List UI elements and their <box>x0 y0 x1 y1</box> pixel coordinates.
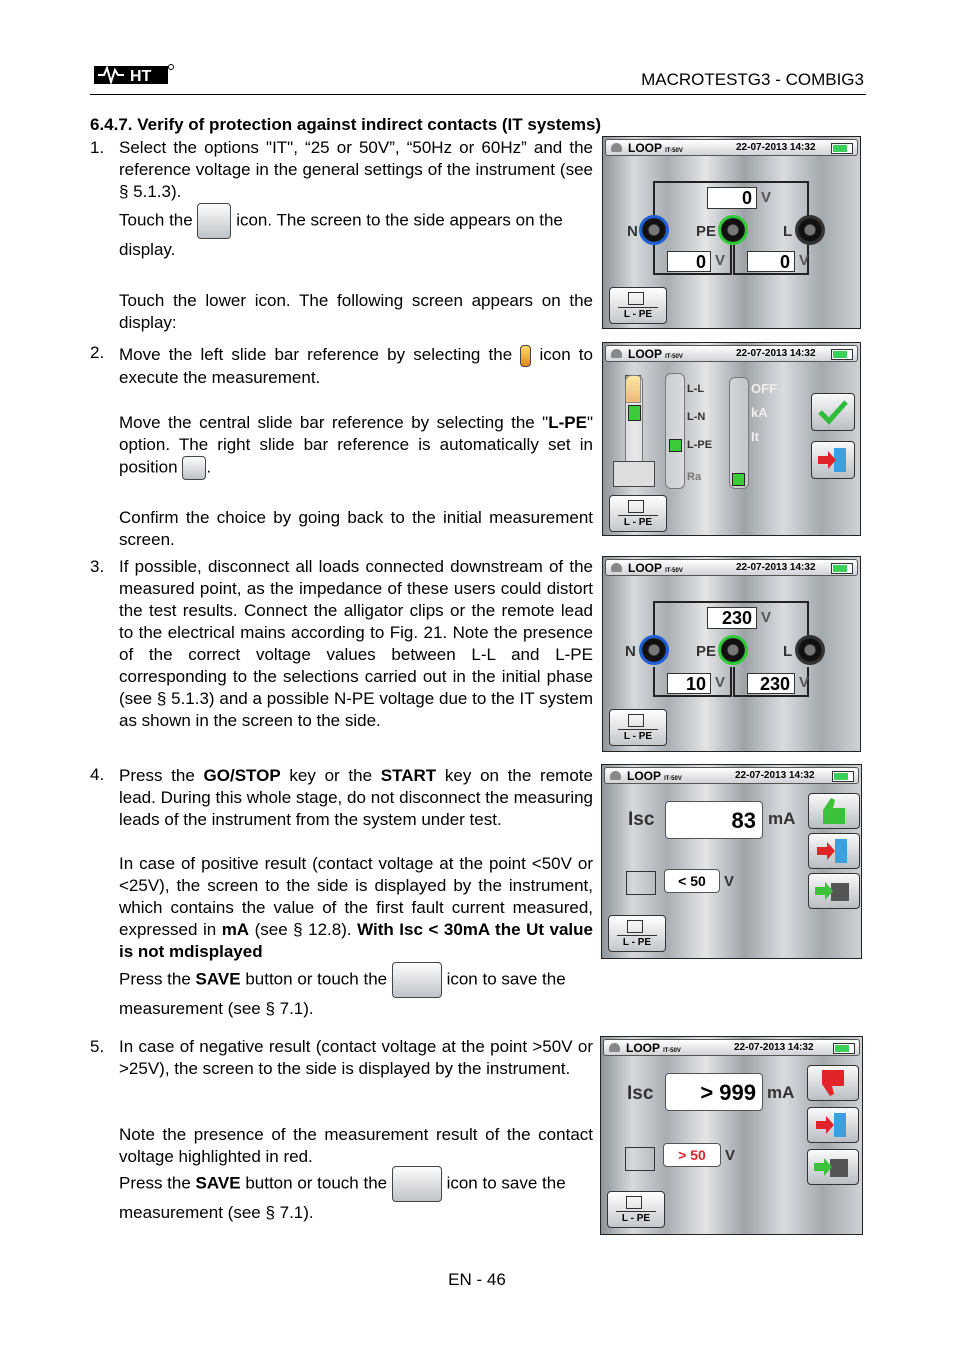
terminal-l <box>795 215 825 245</box>
step3-paragraph1: If possible, disconnect all loads connected downstream of the measured point, as the impedance of these users could distort the test results. Connect the alligator clips or the remote lead to the electrical mains according to Fig. 21. Note the presence of the correct voltage values between L-L and L-PE corresponding to the selections carried out in the initial phase (see § 5.1.3) and a possible N-PE voltage due to the IT system as shown in the screen to the side. <box>119 557 593 730</box>
step-number: 2. <box>90 343 105 362</box>
step4-text: key on the remote lead. During this whole stage, do not disconnect the measuring leads of the instrument from the system under test. <box>119 766 593 829</box>
exit-icon[interactable] <box>811 441 855 479</box>
battery-icon <box>831 143 853 154</box>
option-ll[interactable]: L-L <box>687 383 705 395</box>
remote-probe-icon <box>520 345 531 367</box>
step5-paragraph1: In case of negative result (contact voltage at the point >50V or >25V), the screen to the side is displayed by the instrument. <box>119 1037 593 1078</box>
battery-icon <box>832 771 854 782</box>
step2-text: icon to execute the measurement. <box>119 345 593 387</box>
step1-paragraph3: Touch the lower icon. The following screen appears on the display: <box>119 291 593 332</box>
battery-icon <box>831 349 853 360</box>
bell-icon <box>611 143 622 152</box>
lpe-label: L - PE <box>618 515 658 528</box>
label-n: N <box>625 643 636 660</box>
unit: V <box>799 252 810 269</box>
step4-text: In case of positive result (contact voltage at the point <50V or <25V), the screen to the side is displayed by the instrument, which contains the value of the first fault current measured, expressed in <box>119 854 593 939</box>
mode-sub: IT-50V <box>663 1048 681 1054</box>
terminal-l <box>795 635 825 665</box>
step4-bold: mA <box>221 920 250 939</box>
bell-icon <box>610 771 621 780</box>
bell-icon <box>611 563 622 572</box>
label-pe: PE <box>696 643 717 660</box>
earth-icon <box>628 714 644 727</box>
step5-paragraph3 <box>119 1166 593 1224</box>
step5-paragraph2: Note the presence of the measurement result of the contact voltage highlighted in red. <box>119 1125 593 1166</box>
step4-text: key or the <box>289 766 373 785</box>
screen-positive-result <box>601 764 862 959</box>
step-number: 4. <box>90 765 105 784</box>
step2-paragraph3: Confirm the choice by going back to the initial measurement screen. <box>119 508 593 549</box>
lpe-button[interactable] <box>609 287 667 324</box>
option-lpe[interactable]: L-PE <box>687 439 713 451</box>
step-number: 3. <box>90 557 105 576</box>
option-ka[interactable]: kA <box>751 405 768 420</box>
isc-value: > 999 <box>665 1073 763 1111</box>
step5-text: icon to save the measurement (see § 7.1). <box>119 1173 566 1222</box>
screen-negative-result <box>600 1036 863 1235</box>
terminal-pe <box>718 215 748 245</box>
lpe-label: L - PE <box>617 935 657 948</box>
step2-bold: L-PE <box>548 413 587 432</box>
isc-unit: mA <box>768 809 796 828</box>
contact-voltage-icon <box>625 1147 655 1171</box>
header-title: MACROTESTG3 - COMBIG3 <box>641 70 864 89</box>
thumbs-up-icon <box>808 793 860 829</box>
terminal-pe <box>718 635 748 665</box>
step4-bold: START <box>380 766 437 785</box>
datetime: 22-07-2013 14:32 <box>736 562 816 573</box>
svg-text:HT: HT <box>130 68 152 85</box>
datetime: 22-07-2013 14:32 <box>735 770 815 781</box>
option-ln[interactable]: L-N <box>687 411 706 423</box>
status-bar <box>603 1039 860 1056</box>
step4-bold: SAVE <box>195 969 241 989</box>
step4-text: button or touch the <box>245 969 388 989</box>
step2-paragraph1 <box>119 344 593 389</box>
confirm-check-icon[interactable] <box>811 393 855 431</box>
step4-paragraph3 <box>119 962 593 1020</box>
mode-sub: IT-50V <box>665 148 683 154</box>
voltage-left: 10 <box>667 673 711 694</box>
mode-sub: IT-50V <box>665 354 683 360</box>
step5-text: button or touch the <box>245 1173 388 1193</box>
mode-label: LOOP <box>628 561 662 575</box>
label-l: L <box>783 223 793 240</box>
screen-settings <box>602 342 861 536</box>
save-icon[interactable] <box>808 873 860 909</box>
step4-text: Press the <box>119 766 195 785</box>
save-icon[interactable] <box>807 1149 859 1185</box>
screen-voltage-measured <box>602 556 861 752</box>
step2-text: Move the central slide bar reference by selecting the " <box>119 413 549 432</box>
option-off[interactable]: OFF <box>751 381 777 396</box>
datetime: 22-07-2013 14:32 <box>736 142 816 153</box>
mode-sub: IT-50V <box>664 776 682 782</box>
step5-bold: SAVE <box>195 1173 241 1193</box>
step2-text: " option. The right slide bar reference is automatically set in position <box>119 413 593 477</box>
terminal-n <box>639 635 669 665</box>
ut-value: < 50 <box>664 869 720 893</box>
lpe-button[interactable] <box>608 915 666 952</box>
ut-value: > 50 <box>663 1143 721 1167</box>
unit: V <box>761 609 772 626</box>
label-l: L <box>783 643 793 660</box>
step2-paragraph2: Move the central slide bar reference by selecting the "L-PE" option. The right slide bar reference is automatically set in position . <box>119 412 593 480</box>
step1-text: icon. The screen to the side appears on the display. <box>119 210 563 259</box>
voltage-right: 230 <box>747 673 795 694</box>
bell-icon <box>609 1043 620 1052</box>
step-number: 1. <box>90 138 105 157</box>
status-bar <box>605 559 858 576</box>
lpe-label: L - PE <box>616 1211 656 1224</box>
step4-paragraph1 <box>119 765 593 831</box>
save-icon <box>392 1166 442 1202</box>
mode-label: LOOP <box>626 1041 660 1055</box>
label-pe: PE <box>696 223 717 240</box>
isc-label: Isc <box>627 1083 654 1104</box>
lpe-button[interactable] <box>607 1191 665 1228</box>
terminal-n <box>639 215 669 245</box>
probe-plug-icon <box>613 461 655 487</box>
center-slider-knob[interactable] <box>669 439 682 452</box>
section-title: 6.4.7. Verify of protection against indirect contacts (IT systems) <box>90 115 602 134</box>
battery-icon <box>831 563 853 574</box>
isc-value: 83 <box>665 801 763 839</box>
center-slide-bar[interactable] <box>665 373 685 489</box>
mode-sub: IT-50V <box>665 568 683 574</box>
lpe-button[interactable] <box>609 709 667 746</box>
header-divider <box>90 94 866 95</box>
save-icon <box>392 962 442 998</box>
voltage-left: 0 <box>667 251 711 272</box>
datetime: 22-07-2013 14:32 <box>734 1042 814 1053</box>
bell-icon <box>611 349 622 358</box>
contact-voltage-icon <box>626 871 656 895</box>
step4-text: Press the <box>119 969 191 989</box>
exit-icon[interactable] <box>808 833 860 869</box>
datetime: 22-07-2013 14:32 <box>736 348 816 359</box>
earth-icon <box>628 292 644 305</box>
step4-bold: GO/STOP <box>203 766 281 785</box>
left-slider-knob[interactable] <box>628 405 641 421</box>
step1-text: Touch the <box>119 210 193 230</box>
voltage-top: 230 <box>707 607 757 629</box>
mode-label: LOOP <box>627 769 661 783</box>
unit: V <box>715 252 726 269</box>
page-number: EN - 46 <box>448 1270 506 1289</box>
thumbs-down-icon <box>807 1065 859 1101</box>
step4-text: icon to save the measurement (see § 7.1). <box>119 969 566 1018</box>
ht-logo <box>94 62 174 88</box>
isc-unit: mA <box>767 1083 795 1102</box>
lpe-label: L - PE <box>618 307 658 320</box>
earth-icon <box>627 920 643 933</box>
lpe-label: L - PE <box>618 729 658 742</box>
step5-text: Press the <box>119 1173 191 1193</box>
step-number: 5. <box>90 1037 105 1056</box>
unit: V <box>761 189 772 206</box>
ut-unit: V <box>725 1147 736 1164</box>
step4-paragraph2 <box>119 853 593 963</box>
status-bar <box>605 139 858 156</box>
exit-icon[interactable] <box>807 1107 859 1143</box>
right-slider-knob[interactable] <box>732 473 745 486</box>
mode-label: LOOP <box>628 347 662 361</box>
step4-text: (see § 12.8). <box>254 920 352 939</box>
step2-text: Move the left slide bar reference by selecting the <box>119 345 513 364</box>
step1-paragraph2 <box>119 203 593 261</box>
ut-unit: V <box>724 873 735 890</box>
battery-icon <box>833 1043 855 1054</box>
voltage-top: 0 <box>707 187 757 209</box>
step1-paragraph1: Select the options "IT", “25 or 50V”, “50Hz or 60Hz” and the reference voltage in the general settings of the instrument (see § 5.1.3). <box>119 138 593 201</box>
status-bar <box>605 345 858 362</box>
earth-icon <box>626 1196 642 1209</box>
unit: V <box>715 674 726 691</box>
lpe-button[interactable] <box>609 495 667 532</box>
loop-function-icon <box>197 203 231 239</box>
isc-label: Isc <box>628 809 655 830</box>
contact-voltage-icon <box>182 456 206 480</box>
earth-icon <box>628 500 644 513</box>
option-it[interactable]: It <box>751 429 759 444</box>
screen-voltage-initial <box>602 136 861 329</box>
unit: V <box>799 674 810 691</box>
voltage-right: 0 <box>747 251 795 272</box>
step4-bold: With Isc < 30mA the Ut value is not mdisplayed <box>119 920 593 961</box>
option-ra[interactable]: Ra <box>687 471 702 483</box>
status-bar <box>604 767 859 784</box>
mode-label: LOOP <box>628 141 662 155</box>
label-n: N <box>627 223 638 240</box>
